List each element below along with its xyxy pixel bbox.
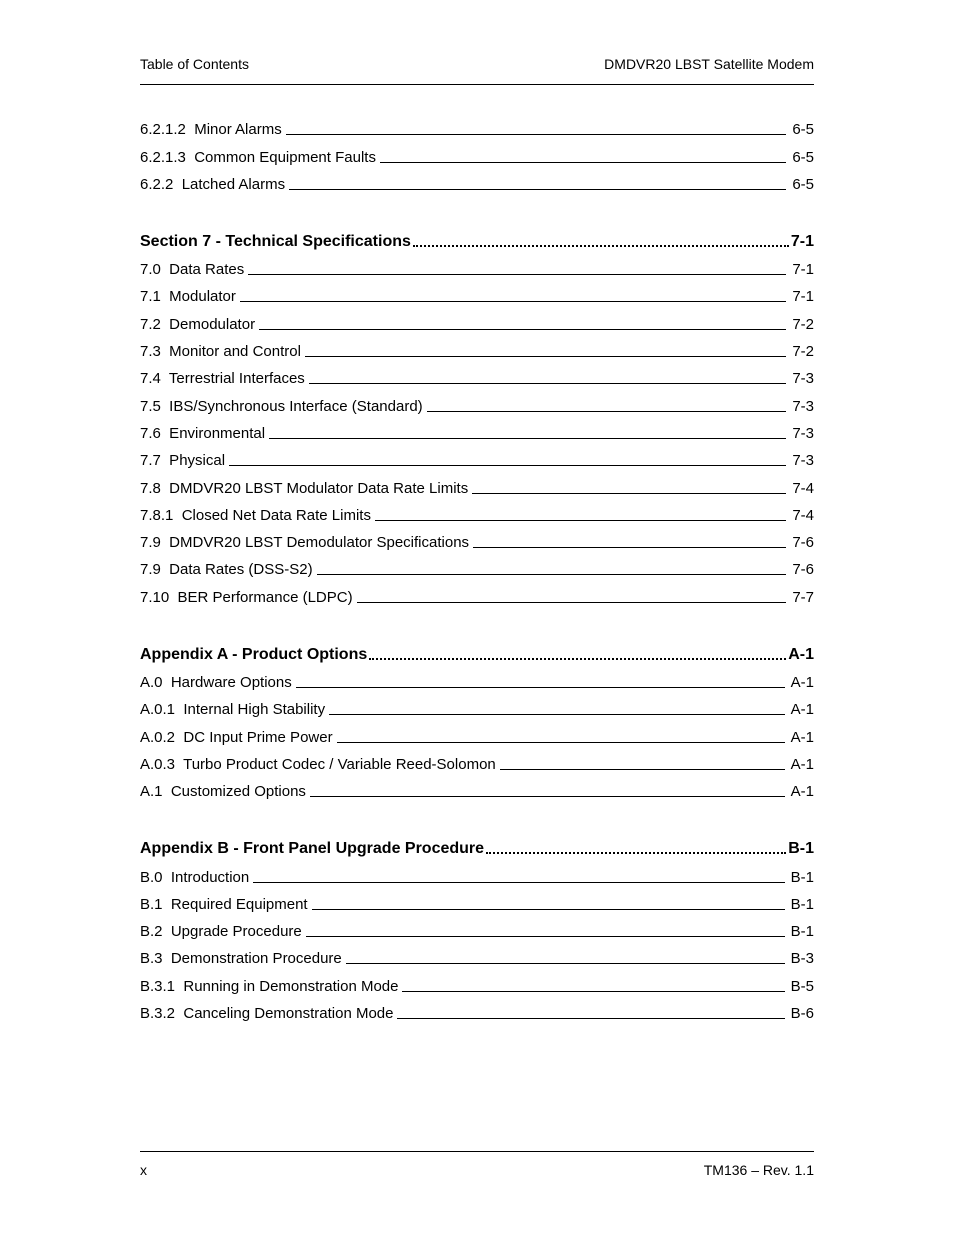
toc-entry-page: 7-3 xyxy=(792,370,814,388)
toc-entry-title: 7.8.1 Closed Net Data Rate Limits xyxy=(140,506,371,524)
toc-entry-page: 7-1 xyxy=(792,261,814,279)
toc-entry[interactable] xyxy=(140,469,814,496)
toc-entry-page: 7-3 xyxy=(792,452,814,470)
toc-leader xyxy=(259,329,786,330)
toc-entry[interactable] xyxy=(140,578,814,605)
toc-entry-page: 6-5 xyxy=(792,175,814,193)
toc-group xyxy=(140,636,814,800)
toc-entry-title: Appendix A - Product Options xyxy=(140,645,368,663)
toc-entry-page: B-3 xyxy=(790,950,814,968)
header-left-title: Table of Contents xyxy=(140,56,249,72)
toc-entry[interactable] xyxy=(140,886,814,913)
toc-entry[interactable] xyxy=(140,551,814,578)
toc-leader xyxy=(357,602,787,603)
toc-leader xyxy=(397,1018,784,1019)
toc-entry-page: 6-5 xyxy=(792,121,814,139)
toc-entry-title: A.1 Customized Options xyxy=(140,783,306,801)
toc-entry[interactable] xyxy=(140,995,814,1022)
toc-leader xyxy=(317,574,787,575)
toc-entry-title: A.0.3 Turbo Product Codec / Variable Reed-Solomon xyxy=(140,755,496,773)
page-header xyxy=(140,56,814,72)
toc-entry-page: A-1 xyxy=(790,674,814,692)
toc-entry[interactable] xyxy=(140,166,814,193)
toc-entry-title: 6.2.2 Latched Alarms xyxy=(140,175,286,193)
toc-entry-page: 7-2 xyxy=(792,343,814,361)
toc-entry-title: 6.2.1.3 Common Equipment Faults xyxy=(140,148,376,166)
toc-entry-title: 7.10 BER Performance (LDPC) xyxy=(140,588,353,606)
toc-entry-title: B.3.1 Running in Demonstration Mode xyxy=(140,977,399,995)
toc-entry-title: 7.6 Environmental xyxy=(140,424,266,442)
toc-entry-page: A-1 xyxy=(790,728,814,746)
toc-entry[interactable] xyxy=(140,718,814,745)
document-revision: TM136 – Rev. 1.1 xyxy=(703,1162,814,1178)
page-number: x xyxy=(140,1162,147,1178)
toc-entry[interactable] xyxy=(140,251,814,278)
toc-entry-page: 7-2 xyxy=(792,315,814,333)
document-page xyxy=(140,0,814,1235)
toc-entry-title: B.1 Required Equipment xyxy=(140,895,308,913)
toc-leader xyxy=(312,909,785,910)
toc-entry-title: 7.1 Modulator xyxy=(140,288,236,306)
toc-entry-title: B.0 Introduction xyxy=(140,868,250,886)
toc-entry-title: A.0.1 Internal High Stability xyxy=(140,701,326,719)
toc-entry-title: A.0.2 DC Input Prime Power xyxy=(140,728,333,746)
header-right-title: DMDVR20 LBST Satellite Modem xyxy=(604,56,814,72)
toc-entry[interactable] xyxy=(140,278,814,305)
toc-leader xyxy=(427,411,787,412)
toc-entry[interactable] xyxy=(140,967,814,994)
toc-group xyxy=(140,830,814,1022)
toc-entry[interactable] xyxy=(140,387,814,414)
toc-entry[interactable] xyxy=(140,746,814,773)
toc-entry-page: A-1 xyxy=(788,645,814,663)
toc-leader xyxy=(240,301,786,302)
toc-entry-page: 7-4 xyxy=(792,479,814,497)
toc-entry-page: B-1 xyxy=(788,840,814,858)
toc-leader xyxy=(286,134,787,135)
toc-entry-title: A.0 Hardware Options xyxy=(140,674,292,692)
toc-leader xyxy=(380,162,786,163)
toc-leader xyxy=(248,274,786,275)
toc-entry[interactable] xyxy=(140,858,814,885)
toc-section-heading[interactable] xyxy=(140,636,814,664)
toc-entry[interactable] xyxy=(140,913,814,940)
toc-entry[interactable] xyxy=(140,415,814,442)
toc-entry-title: 7.2 Demodulator xyxy=(140,315,256,333)
toc-entry-page: B-1 xyxy=(790,923,814,941)
toc-entry-title: 7.9 DMDVR20 LBST Demodulator Specifications xyxy=(140,534,470,552)
toc-entry-title: 7.8 DMDVR20 LBST Modulator Data Rate Limits xyxy=(140,479,469,497)
toc-entry[interactable] xyxy=(140,664,814,691)
toc-entry-page: 7-4 xyxy=(792,506,814,524)
toc-leader xyxy=(402,991,784,992)
toc-entry[interactable] xyxy=(140,691,814,718)
toc-entry-page: A-1 xyxy=(790,755,814,773)
toc-entry-title: 7.4 Terrestrial Interfaces xyxy=(140,370,305,388)
toc-entry[interactable] xyxy=(140,360,814,387)
toc-entry[interactable] xyxy=(140,773,814,800)
toc-entry-title: 7.9 Data Rates (DSS-S2) xyxy=(140,561,313,579)
toc-entry-page: 6-5 xyxy=(792,148,814,166)
toc-entry[interactable] xyxy=(140,524,814,551)
toc-entry[interactable] xyxy=(140,111,814,138)
toc-entry[interactable] xyxy=(140,497,814,524)
toc-entry-page: 7-3 xyxy=(792,397,814,415)
toc-leader xyxy=(289,189,786,190)
toc-entry-title: 7.7 Physical xyxy=(140,452,226,470)
toc-entry-page: 7-6 xyxy=(792,561,814,579)
toc-leader xyxy=(269,438,786,439)
toc-entry[interactable] xyxy=(140,442,814,469)
toc-group xyxy=(140,111,814,193)
toc-entry-page: B-5 xyxy=(790,977,814,995)
toc-leader xyxy=(346,963,785,964)
toc-leader xyxy=(310,796,785,797)
toc-entry-page: B-1 xyxy=(790,868,814,886)
toc-leader xyxy=(473,547,786,548)
toc-leader xyxy=(329,714,785,715)
toc-entry-title: 7.0 Data Rates xyxy=(140,261,245,279)
toc-entry-page: A-1 xyxy=(790,701,814,719)
toc-leader xyxy=(305,356,786,357)
toc-entry[interactable] xyxy=(140,940,814,967)
toc-entry-title: B.3.2 Canceling Demonstration Mode xyxy=(140,1005,394,1023)
header-rule xyxy=(140,84,814,85)
toc-leader xyxy=(306,936,785,937)
toc-entry-title: Section 7 - Technical Specifications xyxy=(140,232,411,250)
toc-entry-title: B.3 Demonstration Procedure xyxy=(140,950,342,968)
toc-leader xyxy=(486,852,786,854)
footer-rule xyxy=(140,1151,814,1152)
toc-leader xyxy=(229,465,786,466)
toc-entry-page: 7-1 xyxy=(790,232,814,250)
toc-entry-page: 7-6 xyxy=(792,534,814,552)
toc-entry[interactable] xyxy=(140,138,814,165)
toc-entry-page: 7-7 xyxy=(792,588,814,606)
toc-entry-title: 6.2.1.2 Minor Alarms xyxy=(140,121,282,139)
toc-entry-title: Appendix B - Front Panel Upgrade Procedure xyxy=(140,840,485,858)
toc-entry-page: B-6 xyxy=(790,1005,814,1023)
toc-entry[interactable] xyxy=(140,305,814,332)
toc-entry-page: 7-3 xyxy=(792,424,814,442)
toc-entry-title: 7.5 IBS/Synchronous Interface (Standard) xyxy=(140,397,423,415)
toc-entry-page: A-1 xyxy=(790,783,814,801)
toc-entry-title: 7.3 Monitor and Control xyxy=(140,343,301,361)
toc-leader xyxy=(375,520,786,521)
toc-entry[interactable] xyxy=(140,333,814,360)
toc-leader xyxy=(369,658,786,660)
page-footer xyxy=(140,1162,814,1178)
toc-leader xyxy=(500,769,785,770)
toc-leader xyxy=(337,742,785,743)
toc-leader xyxy=(296,687,785,688)
toc-entry-page: 7-1 xyxy=(792,288,814,306)
toc-group xyxy=(140,223,814,606)
toc-leader xyxy=(253,882,784,883)
toc-section-heading[interactable] xyxy=(140,223,814,251)
toc-leader xyxy=(472,493,786,494)
table-of-contents xyxy=(140,111,814,1052)
toc-entry-page: B-1 xyxy=(790,895,814,913)
toc-leader xyxy=(309,383,787,384)
toc-entry-title: B.2 Upgrade Procedure xyxy=(140,923,302,941)
toc-leader xyxy=(413,245,789,247)
toc-section-heading[interactable] xyxy=(140,830,814,858)
